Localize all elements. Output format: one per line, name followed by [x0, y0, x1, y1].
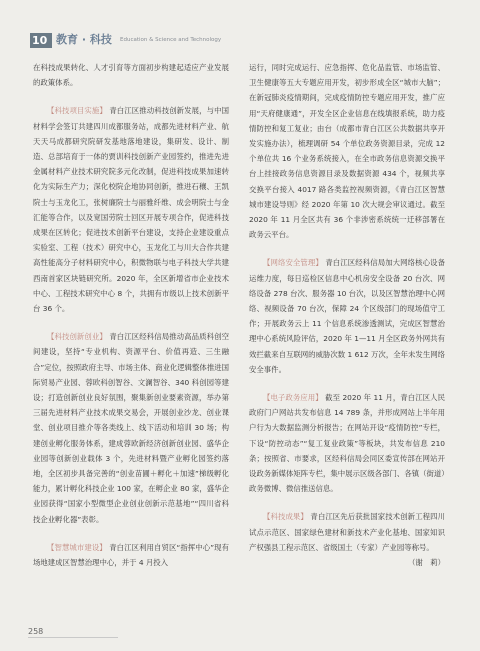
footer-rule — [28, 637, 118, 638]
paragraph-innovation — [33, 329, 229, 527]
intro-paragraph: 在科技成果转化、人才引育等方面初步构建起适应产业发展的政策体系。 — [33, 63, 229, 88]
running-header — [0, 0, 480, 52]
heading-tag: 【科技项目实施】 — [47, 106, 107, 116]
paragraph-smart-city — [33, 540, 229, 570]
paragraph-continued: 运行，同时完成运行、应急指挥、危化品监管、市场监管、卫生健康等五大专题应用开发，初步形成全区“城市大脑”；在新冠肺炎疫情期间，完成疫情防控专题应用开发，推广应用“天府健康通”，开发全区企业信息在线填报系统，助力疫情防控和复工复业；由台（成都市青白江区公共数据共享开发实施办法），梳理调研 54 个单位政务资源目录，完成 12 个单位共 16 个业务系统接入，在全市政务信息资源交换平台上挂接政务信息资源目录及数据资源 434 个，视频共享交换平台接入 4017 路各类监控视频资源，《青白江区智慧城市建设导则》经 2020 年第 10 次大规会审议通过。截至 2020 年 11 月全区共有 36 个非涉密系统统一迁移部署在政务云平台。 — [249, 63, 445, 240]
paragraph-text: 青白江区利用自贸区“指挥中心”现有场地建成区智慧治理中心，并于 4 月投入 — [33, 542, 229, 568]
page-number: 258 — [28, 627, 44, 636]
author-signature: （谢 莉） — [408, 558, 445, 568]
heading-tag: 【科技成果】 — [263, 512, 308, 522]
paragraph-text: 青白江区经科信局推动高品质科创空间建设，坚持“专业机构、资源平台、价值再造、三生融合”定位，按照政府主导、市场主体、商业化逻辑整体推进国际贸易产业园、蓉欧科创智谷、文澜智谷、340 科创园等建设；打造创新创业良好氛围，聚集新创业要素资源，举办第三届先进材料产业技术成果交易会，开展创业沙龙、创业课堂、创业项目推介等各类线上、线下活动和培训 30 场；构建创业孵化服务体系，建成蓉欧新经济创新创业园、盛华企业园等创新创业载体 3 个，先进材料暨产业孵化园签约落地，全区初步具备完善的“创业苗圃＋孵化＋加速”梯级孵化能力，累计孵化科技企业 100 家，在孵企业 80 家，盛华企业园获得“国家小型微型企业创业创新示范基地”“四川省科技企业孵化器”表彰。 — [33, 332, 229, 524]
heading-tag: 【智慧城市建设】 — [47, 542, 107, 552]
right-column — [249, 60, 445, 570]
paragraph-egov — [249, 390, 445, 496]
paragraph-achievements — [249, 509, 445, 568]
heading-tag: 【网络安全管理】 — [263, 258, 323, 268]
heading-tag: 【电子政务应用】 — [263, 393, 323, 403]
paragraph-text: 青白江区推动科技创新发展，与中国材料学会签订共建四川成都服务站，成都先进材料产业、航天天马成都研究院研发基地落地建设，集研发、设计、制造、总部培育于一体的贾训科技创新产业园签约，推进先进金属材料产业技术研究院多元化改制，促进科技成果加速转化为实际生产力；深化校院企地协同创新，推进石穰、王凯院士与玉龙化工，张树廉院士与丽雅纤维、成会明院士与金汇能等合作，以及宽国劳院士回区开展专项合作，促进科技成果在区转化；促进技术创新平台建设，支持企业建设重点实验室、工程（技术）研究中心，玉龙化工与川大合作共建高性能高分子材料研究中心，积微物联与电子科技大学共建西南首家区块链研究所。2020 年，全区新增省市企业技术中心、工程技术研究中心 8 个，共拥有市级以上技术创新平台 36 个。 — [33, 106, 229, 314]
section-title: 教育 · 科技 — [56, 33, 112, 46]
paragraph-text: 截至 2020 年 11 月，青白江区人民政府门户网站共发布信息 14 789 条，并形成网站上半年用户行为大数据监测分析报告；在网站开设“疫情防控”专栏，下设“防控动态”“复工复业政策”等板块，共发布信息 210 条；按照省、市要求，区经科信局会同区委宣传部在网站开设政务新媒体矩阵专栏，集中展示区级各部门、各镇（街道）政务微博、微信推送信息。 — [249, 393, 445, 494]
left-column — [33, 60, 229, 570]
header-page-number: 10 — [32, 34, 48, 47]
heading-tag: 【科技创新创业】 — [47, 332, 107, 342]
paragraph-text: 青白江区经科信局加大网络核心设备运维力度，每日巡检区信息中心机房安全设备 20 台次、网络设备 278 台次、服务器 10 台次，以及区智慧治理中心网络、视频设备 70 台次，保障 24 个区级部门的现场值守工作；开展政务云上 11 个信息系统渗透测试，完成区智慧治理中心系统风险评估，2020 年 1—11 月全区政务外网共有效拦截来自互联网的威胁次数 1 612 万次，全年未发生网络安全事件。 — [249, 258, 445, 374]
paragraph-network-security — [249, 255, 445, 377]
paragraph-tech-projects — [33, 103, 229, 316]
section-subtitle: Education & Science and Technology — [120, 37, 222, 43]
paragraph-text: 青白江区先后获批国家技术创新工程四川试点示范区、国家绿色建材和新技术产业化基地、国家知识产权强县工程示范区、省级国土（专家）产业园等称号。 — [249, 512, 445, 552]
